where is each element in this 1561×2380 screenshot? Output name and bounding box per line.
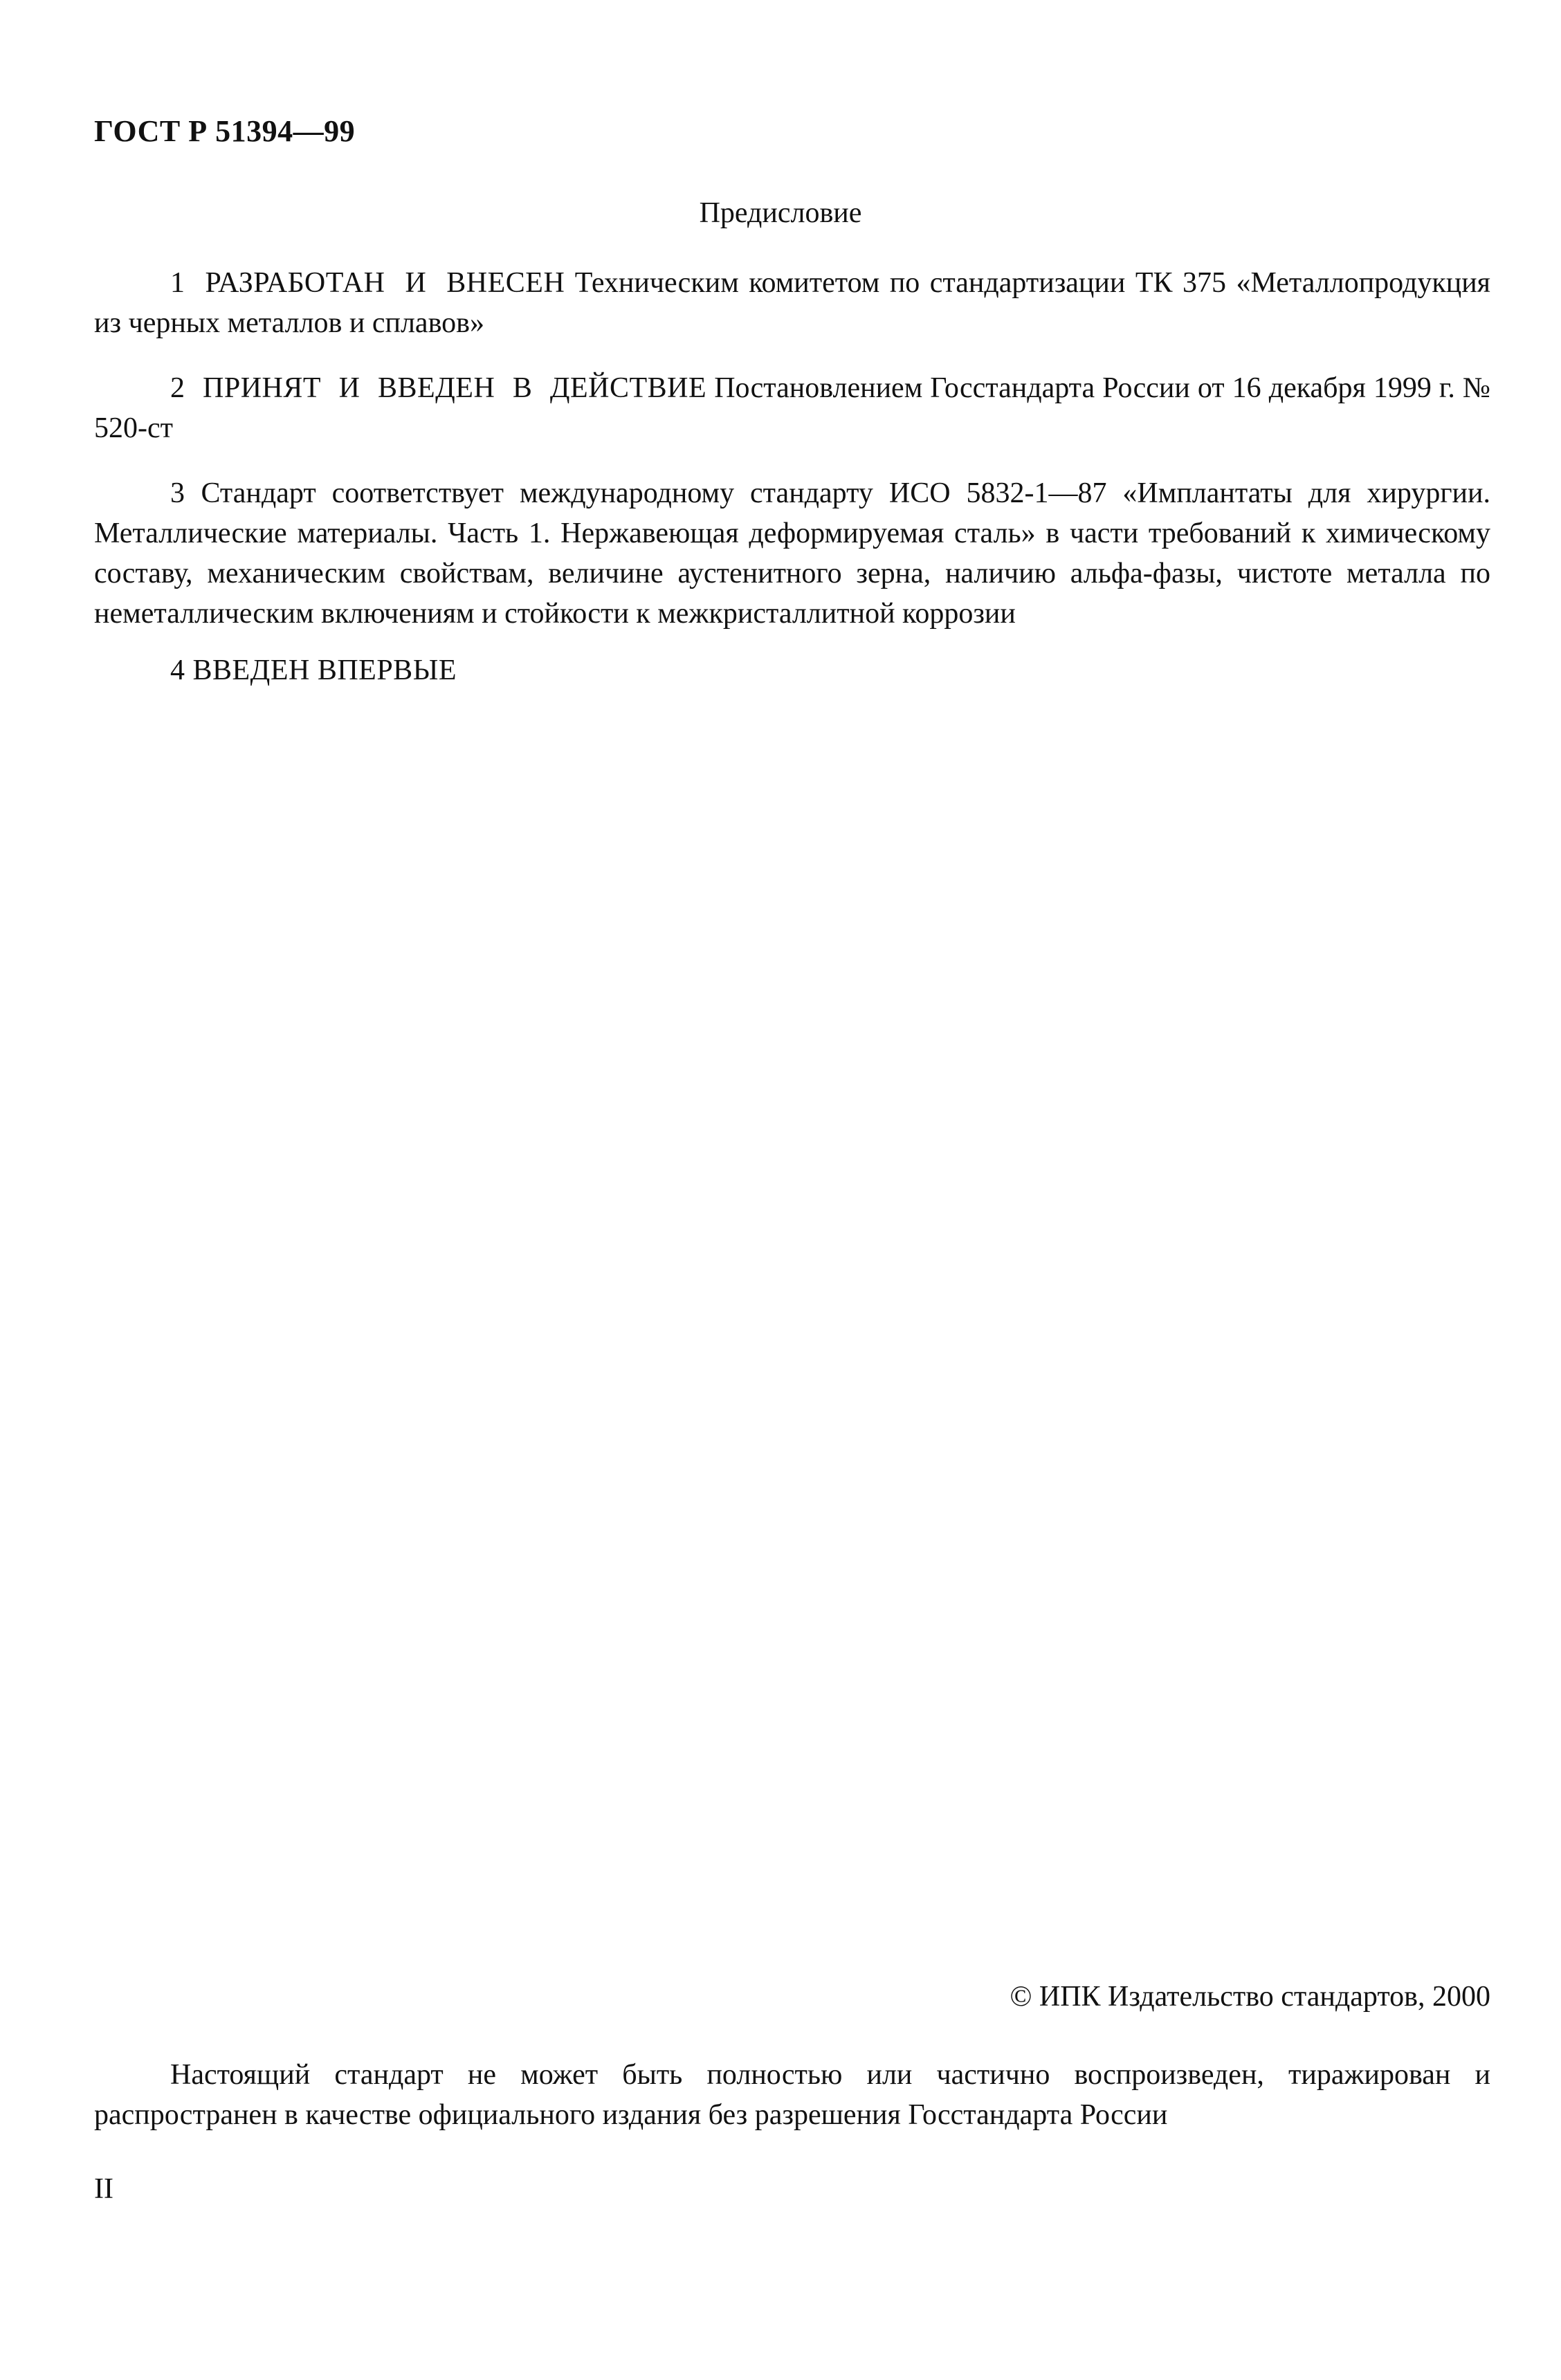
foreword-heading: Предисловие [699,197,862,229]
document-code: ГОСТ Р 51394—99 [94,114,356,148]
foreword-item-3-text: Стандарт соответствует международному стандарту ИСО 5832-1—87 «Имплантаты для хирургии. Металлические материалы. Часть 1. Нержавеющая деформируемая сталь» в части требований к химическому составу, механическим свойствам, величине аустенитного зерна, наличию альфа-фазы, чистоте металла по неметаллическим включениям и стойкости к межкристаллитной коррозии [94,477,1491,630]
reproduction-notice: Настоящий стандарт не может быть полностью или частично воспроизведен, тиражирован и распространен в качестве официального издания без разрешения Госстандарта России [94,2059,1490,2131]
page-number: II [94,2173,113,2205]
foreword-item-1-text: Техническим комитетом по стандартизации ТК 375 «Металлопродукция из черных металлов и сплавов» [94,267,1490,339]
foreword-item-2-text: Постановлением Госстандарта России от 16 декабря 1999 г. № 520-ст [94,372,1490,444]
foreword-item-3-lead: 3 [170,477,185,509]
foreword-item-2 [94,368,1490,448]
copyright-line: © ИПК Издательство стандартов, 2000 [1010,1981,1490,2013]
foreword-item-1 [94,263,1490,343]
foreword-item-4-lead: 4 ВВЕДЕН ВПЕРВЫЕ [170,654,457,686]
foreword-item-3 [94,473,1490,634]
foreword-item-2-lead: 2 ПРИНЯТ И ВВЕДЕН В ДЕЙСТВИЕ [170,372,707,404]
foreword-item-4 [94,650,1490,690]
foreword-item-1-lead: 1 РАЗРАБОТАН И ВНЕСЕН [170,267,565,299]
